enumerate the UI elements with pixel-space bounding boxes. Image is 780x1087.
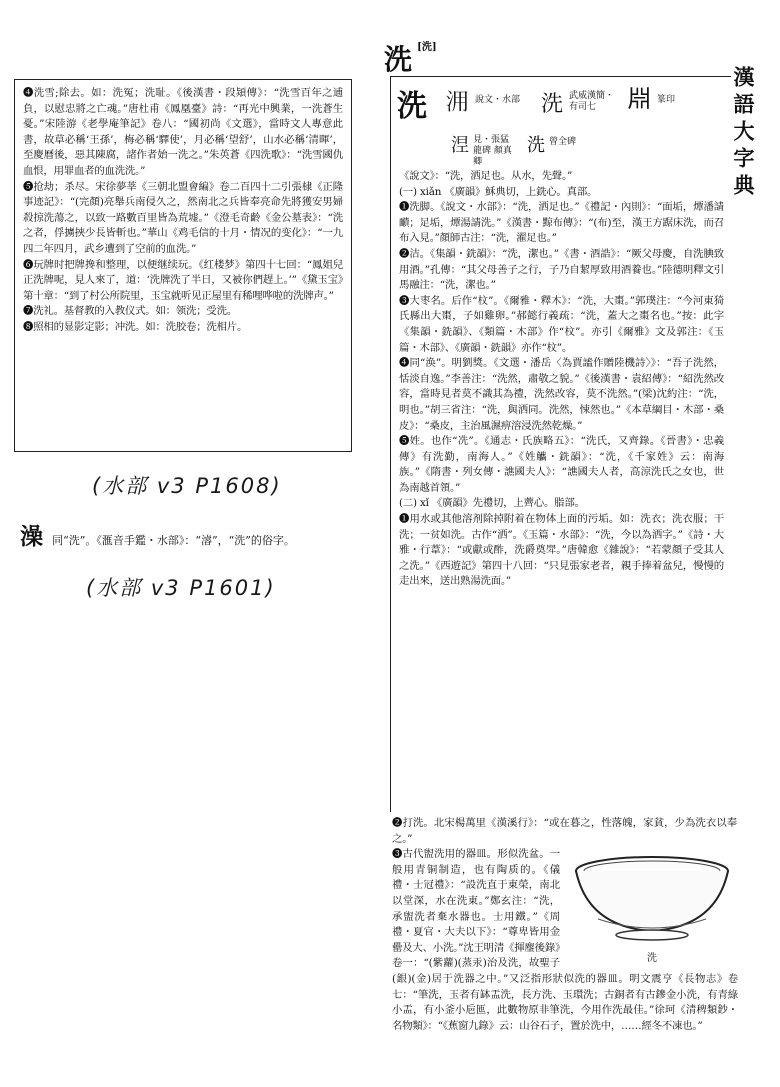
left-dictionary-clipping [14, 79, 352, 452]
sense-5: ❺姓。也作“冼”。《通志・氏族略五》：“洗氏，又齊錄。《晉書》・忠義傳》有洗勤，南海人。”《姓觿・銑韻》：“洗，《千家姓》云：南海族。”《隋書・列女傳・譙國夫人》：“譙國夫人者，高涼洗氏之女也，世為南越首領。” [399, 435, 724, 494]
seal-meta-5: 曾全碑 [549, 137, 577, 147]
sense-1: ❶洗脚。《說文・水部》：“洗，洒足也。”《禮記・內則》：“面垢，燂潘請靧；足垢，燂湯請洗。”《漢書・黥布傳》：“(布)至，漢王方踞床洗，而召布入見。”顏師古注：“洗，濯足也。” [399, 201, 724, 245]
seal-meta-4: 見・張猛龍碑 顏真卿 [473, 135, 512, 167]
pronunciation-2: (二) xǐ 《廣韻》先禮切，上薺心。脂部。 [399, 497, 585, 510]
seal-meta-3: 篆印 [657, 95, 676, 105]
variant-definition: 同“洗”。《滙音手鑑・水部》：“𣽊”，“洗”的俗字。 [52, 534, 295, 547]
variant-entry [20, 518, 360, 548]
bronze-basin-illustration [568, 849, 736, 945]
sense-3: ❸大枣名。后作“𣐀”。《爾雅・釋木》：“洗，大棗。”郭璞注：“今河東猗氏縣出大棗，子如雞卵。”郝懿行義疏：“洗，蓋大之棗名也。”按：此字《集韻・銑韻》、《類篇・木部》作“𣐀”。亦引《爾雅》文及郭注：《玉篇・木部》、《廣韻・銑韻》亦作“𣐀”。 [399, 294, 724, 354]
entry-sense-7: ❼洗礼。基督教的入教仪式。如：领洗；受洗。 [23, 305, 238, 318]
basin-caption: 洗 [647, 953, 657, 965]
entry-sense-4: ❹洗雪;除去。如：洗冤；洗耻。《後漢書・段熲傳》：“洗雪百年之逋負，以慰忠將之亡魂。”唐杜甫《鳳凰臺》詩：“再光中興業，一洗蒼生憂。”宋陸游《老學庵筆記》卷八：“國初尚《文選》，當時文人專意此書，故草必稱‘王孫’，梅必稱‘驛使’，月必稱‘望舒’，山水必稱‘清暉’，至慶曆後，惡其陳腐，諸作者始一洗之。”朱英蒼《四洗歌》：“洗雪國仇血恨，用罪血者的血洗洗。” [23, 87, 343, 177]
seal-form-5: 洗 [527, 135, 545, 156]
seal-form-2: 洗 [541, 92, 564, 117]
handwritten-note-1: (水部 v3 P1608) [92, 474, 282, 498]
form-headword: 洗 [397, 89, 427, 124]
book-side-title: 漢語大字典 [731, 66, 756, 201]
entry-sense-5: ❺抢劫；杀尽。宋徐夢莘《三朝北盟會編》卷二百四十二引張棣《正隆事迹記》：“(完顏)亮舉兵南侵久之，然南北之兵皆奉亮命先將獲安男婦殺掠洗蕩之，以致一路數百里皆為荒墟。”《澄毛奇齡《金公墓表》：“洗之者，俘擄挾少長皆斬也。”華山《鸡毛信的十月・情况的变化》：“一九四二年四月，武乡遭到了空前的血洗。” [23, 180, 343, 255]
bowl-figure [566, 849, 738, 965]
clipping-headword: 洗 [洗] [384, 42, 437, 76]
def-intro: 《說文》：“洗，洒足也。从水，先聲。” [399, 170, 573, 182]
sense-2: ❷洁。《集韻・銑韻》：“洗，潔也。”《書・酒誥》：“厥父母慶，自洗腆致用酒。”孔傳：“其父母善子之行，子乃自絜厚致用酒養也。”陸德明釋文引馬融注：“洗，潔也。” [399, 247, 724, 292]
seal-form-4: 𣵀 [451, 135, 469, 156]
character-forms-header [391, 77, 731, 169]
entry-sense-6: ❻玩牌时把牌搀和整理，以便继续玩。《红楼梦》第四十七回：“鳳姐兒正洗牌呢，見人來了，道：‘洗牌洗了半日，又被你們趕上。’”《黛玉宝》第十章：“到了村公所院里，玉宝就听见正屋里有稀哩哗啦的洗牌声。” [23, 258, 343, 302]
seal-meta-2: 武威漢簡・有司七 [569, 91, 615, 112]
sense-4: ❹同“涣”。明劉獎。《文選・潘岳〈為賈謐作贈陸機詩〉》：“吾子洗然，恬淡自逸。”李善注：“洗然，肅敬之貌。”《後漢書・袁紹傳》：“紹洗然改容，當時見者莫不識其為禮，洗然改容，莫不洗然。”(梁)沈約注：“洗，明也。”胡三省注：“洗，與洒同。洗然，悚然也。”《本草綱目・木部・桑皮》：“桑皮，主治風濕痹溶浸洗然乾燥。” [399, 357, 724, 432]
seal-form-1: 𣳔 [445, 88, 469, 116]
sense-6: ❶用水或其他溶剂除掉附着在物体上面的污垢。如：洗衣；洗衣服；干洗；一贫如洗。古作“洒”。《玉篇・水部》：“洗，今以為洒字。”《詩・大雅・行葦》：“或獻或酢，洗爵奠斝。”唐韓愈《雜說》：“若蒙顏子受其人之洗。”《西遊記》第四十八回：“只見張家老者，親手捧着盆兒，慢慢的走出來，送出熟湯洗面。” [399, 513, 724, 588]
pronunciation-1: (一) xiǎn 《廣韻》穌典切，上銑心。真部。 [399, 185, 598, 198]
entry-sense-8: ❽照相的显影定影；冲洗。如：洗胶卷；洗相片。 [23, 320, 248, 333]
sense-7: ❷打洗。北宋楊萬里《漢溪行》：“或在暮之，性落魄，家貧，少為洗衣以奉之。” [392, 817, 737, 845]
seal-meta-1: 說文・水部 [475, 95, 521, 105]
right-dictionary-clipping [390, 76, 731, 816]
continuation-clipping [384, 812, 744, 1072]
headword-tag: [洗] [417, 42, 437, 53]
handwritten-note-2: (水部 v3 P1601) [86, 576, 276, 600]
seal-form-3: 𣶒 [627, 85, 651, 113]
variant-headword: 澡 [20, 523, 43, 550]
sense-8: ❸古代盥洗用的器皿。形似洗盆。一般用青铜制造，也有陶质的。《儀禮・士冠禮》：“設洗直于東榮，南北以堂深，水在洗東。”鄭玄注：“洗，承盥洗者棄水器也。士用鐵。”《周禮・夏官・大夫以下》：“尊卑皆用金罍及大、小洗。”沈王明清《揮麈後錄》卷一：“(紫蘿)(蒸汞)治及洗，故聖子(銀)(金)居于洗器之中。”又泛指形狀似洗的器皿。明文震亨《長物志》卷七：“筆洗，玉者有缽盂洗，長方洗、玉環洗；古銅者有古鏒金小洗，有青綠小盂，有小釜小巵匜，此數物原非筆洗，今用作洗最佳。”徐珂《清稗類鈔・名物類》：“《蕉窗九錄》云：山谷石子，置於洗中，……經冬不凍也。” [392, 848, 738, 1032]
